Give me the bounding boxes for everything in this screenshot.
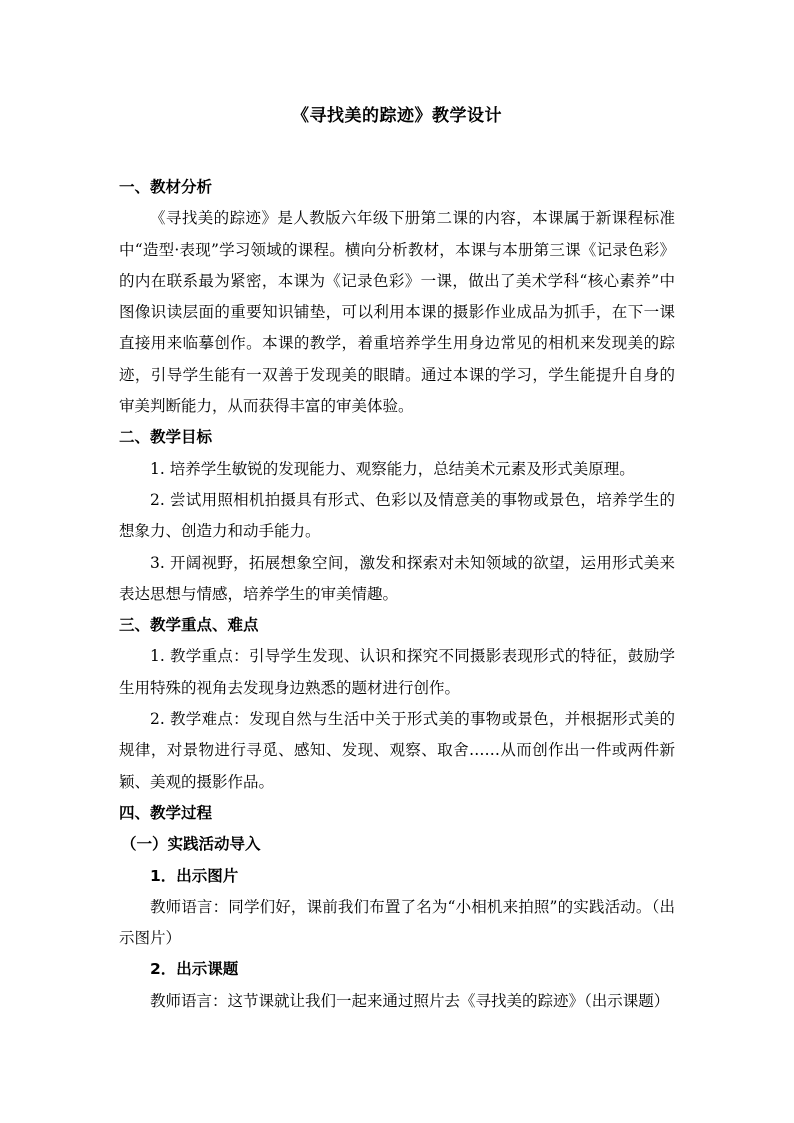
key-point-item: 2. 教学难点：发现自然与生活中关于形式美的事物或景色，并根据形式美的规律，对景物进行寻觅、感知、发现、观察、取舍……从而创作出一件或两件新颖、美观的摄影作品。 xyxy=(119,710,675,791)
step-heading: 1．出示图片 xyxy=(150,866,239,885)
step-paragraph: 教师语言：这节课就让我们一起来通过照片去《寻找美的踪迹》（出示课题） xyxy=(150,991,670,1010)
step-paragraph: 教师语言：同学们好，课前我们布置了名为“小相机来拍照”的实践活动。（出示图片） xyxy=(119,897,675,948)
key-point-item: 1. 教学重点：引导学生发现、认识和探究不同摄影表现形式的特征，鼓励学生用特殊的视角去发现身边熟悉的题材进行创作。 xyxy=(119,647,675,697)
section-heading-key-points: 三、教学重点、难点 xyxy=(119,616,259,635)
document-body xyxy=(119,172,675,1017)
step-heading: 2．出示课题 xyxy=(150,960,239,979)
section-heading-process: 四、教学过程 xyxy=(119,803,213,822)
document-title: 《寻找美的踪迹》教学设计 xyxy=(292,106,502,126)
objective-item: 1. 培养学生敏锐的发现能力、观察能力，总结美术元素及形式美原理。 xyxy=(150,459,635,478)
objective-item: 2. 尝试用照相机拍摄具有形式、色彩以及情意美的事物或景色，培养学生的想象力、创造力和动手能力。 xyxy=(119,490,675,541)
analysis-paragraph: 《寻找美的踪迹》是人教版六年级下册第二课的内容，本课属于新课程标准中“造型·表现”学习领域的课程。横向分析教材，本课与本册第三课《记录色彩》的内在联系最为紧密，本课为《记录色彩》一课，做出了美术学科“核心素养”中图像识读层面的重要知识铺垫，可以利用本课的摄影作业成品为抓手，在下一课直接用来临摹创作。本课的教学，着重培养学生用身边常见的相机来发现美的踪迹，引导学生能有一双善于发现美的眼睛。通过本课的学习，学生能提升自身的审美判断能力，从而获得丰富的审美体验。 xyxy=(119,209,675,416)
subsection-heading: （一）实践活动导入 xyxy=(121,835,261,854)
section-heading-objectives: 二、教学目标 xyxy=(119,428,213,447)
objective-item: 3. 开阔视野，拓展想象空间，激发和探索对未知领域的欲望，运用形式美来表达思想与情感，培养学生的审美情趣。 xyxy=(119,553,675,603)
section-heading-analysis: 一、教材分析 xyxy=(119,178,213,196)
